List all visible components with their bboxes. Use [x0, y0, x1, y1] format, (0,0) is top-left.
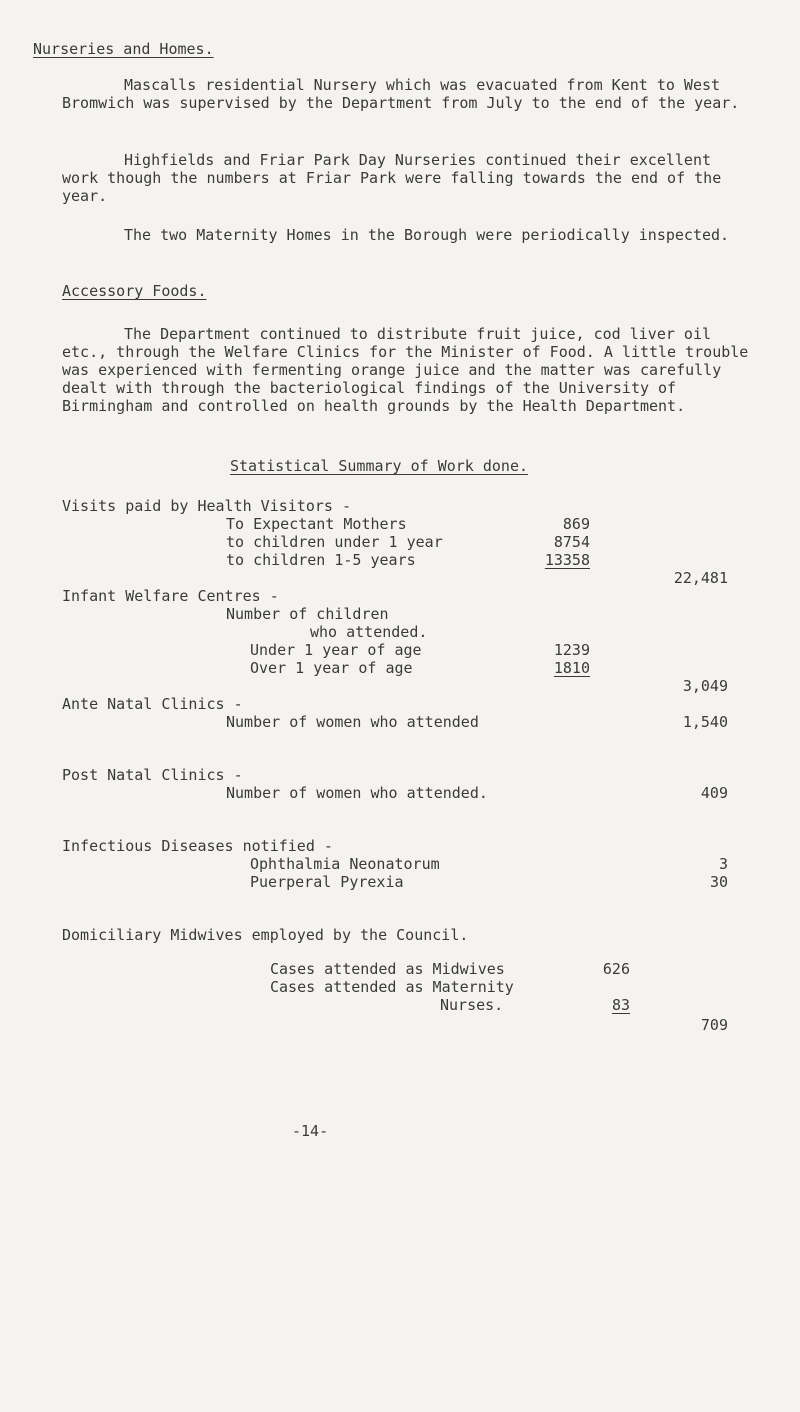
paragraph-maternity [62, 226, 752, 244]
paragraph-mascalls [62, 76, 752, 112]
paragraph-accessory-text: The Department continued to distribute fruit juice, cod liver oil etc., through the Welfare Clinics for the Minister of Food. A little trouble was experienced with fermenting orange juice and the matter was carefully dealt with through the bacteriological findings of the University of Birmingham and controlled on health grounds by the Health Department. [62, 325, 749, 415]
infant-attended-label: who attended. [310, 623, 428, 641]
maternity-nurses-label: Nurses. [440, 996, 504, 1014]
infant-under1-label: Under 1 year of age [250, 641, 422, 659]
midwives-total: 709 [700, 1016, 728, 1034]
infectious-heading: Infectious Diseases notified - [62, 837, 333, 855]
paragraph-highfields [62, 151, 752, 205]
paragraph-maternity-text: The two Maternity Homes in the Borough were periodically inspected. [124, 226, 730, 244]
ophthalmia-value: 3 [718, 855, 728, 873]
infant-number-label: Number of children [226, 605, 389, 623]
visits-total: 22,481 [673, 569, 728, 587]
maternity-cases-label: Cases attended as Maternity [270, 978, 514, 996]
visits-under1-label: to children under 1 year [226, 533, 443, 551]
infant-over1-label: Over 1 year of age [250, 659, 413, 677]
postnatal-heading: Post Natal Clinics - [62, 766, 243, 784]
visits-1to5-label: to children 1-5 years [226, 551, 416, 569]
visits-heading: Visits paid by Health Visitors - [62, 497, 351, 515]
infant-over1-value: 1810 [553, 659, 590, 677]
paragraph-accessory [62, 325, 752, 415]
visits-expectant-label: To Expectant Mothers [226, 515, 407, 533]
puerperal-value: 30 [709, 873, 728, 891]
postnatal-label: Number of women who attended. [226, 784, 488, 802]
page-number: -14- [292, 1122, 329, 1140]
infant-total: 3,049 [682, 677, 728, 695]
infant-under1-value: 1239 [553, 641, 590, 659]
paragraph-highfields-text: Highfields and Friar Park Day Nurseries continued their excellent work though the numbers at Friar Park were falling towards the end of the year. [62, 151, 722, 205]
midwives-cases-label: Cases attended as Midwives [270, 960, 505, 978]
visits-1to5-value: 13358 [544, 551, 590, 569]
midwives-heading: Domiciliary Midwives employed by the Council. [62, 926, 469, 944]
ophthalmia-label: Ophthalmia Neonatorum [250, 855, 440, 873]
puerperal-label: Puerperal Pyrexia [250, 873, 404, 891]
antenatal-total: 1,540 [682, 713, 728, 731]
heading-accessory-foods: Accessory Foods. [62, 282, 207, 300]
paragraph-mascalls-text: Mascalls residential Nursery which was evacuated from Kent to West Bromwich was supervised by the Department from July to the end of the year. [62, 76, 740, 112]
antenatal-heading: Ante Natal Clinics - [62, 695, 243, 713]
heading-nurseries: Nurseries and Homes. [33, 40, 214, 58]
infant-welfare-heading: Infant Welfare Centres - [62, 587, 279, 605]
heading-statistical-summary: Statistical Summary of Work done. [230, 457, 529, 475]
midwives-cases-value: 626 [602, 960, 630, 978]
visits-under1-value: 8754 [553, 533, 590, 551]
postnatal-total: 409 [700, 784, 728, 802]
antenatal-label: Number of women who attended [226, 713, 479, 731]
visits-expectant-value: 869 [562, 515, 590, 533]
maternity-cases-value: 83 [611, 996, 630, 1014]
